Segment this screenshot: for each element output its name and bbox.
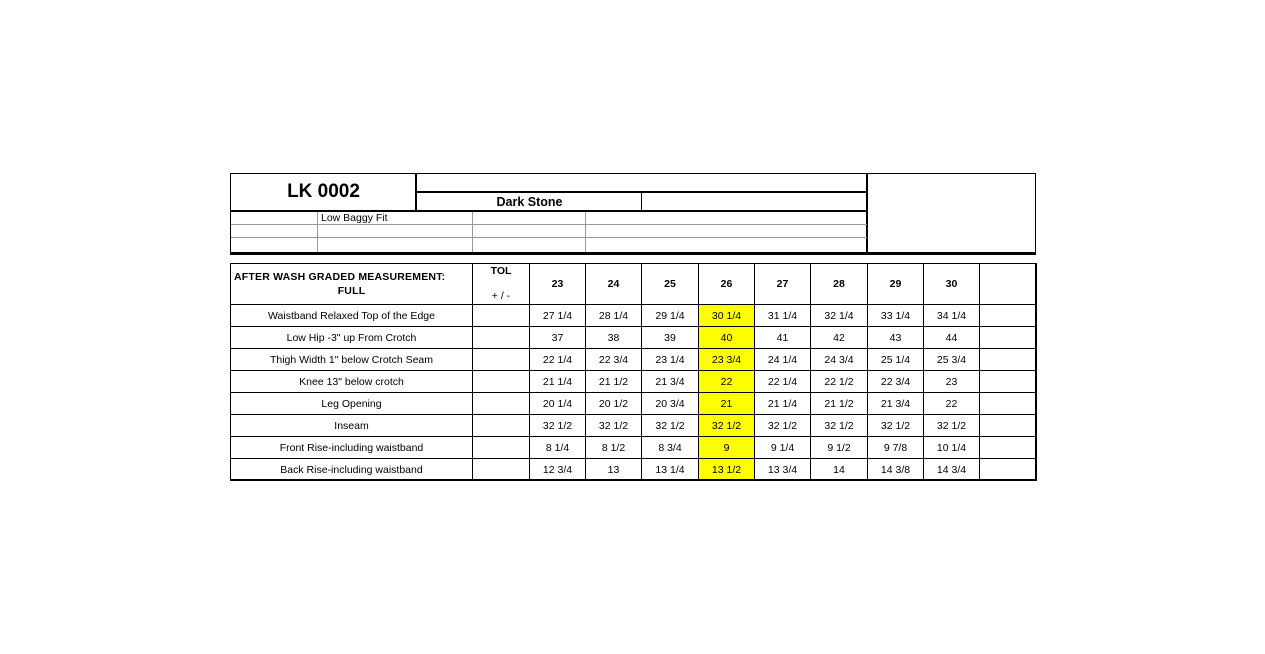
blank-cell [980, 437, 1037, 459]
measurement-value: 33 1/4 [868, 305, 924, 327]
measurement-label: Back Rise-including waistband [231, 459, 473, 481]
measurement-label: Inseam [231, 415, 473, 437]
divider [231, 237, 867, 238]
measurement-value: 21 1/2 [811, 393, 868, 415]
divider [585, 212, 586, 252]
measurement-value: 37 [530, 327, 586, 349]
table-row [231, 349, 1037, 371]
table-row [231, 437, 1037, 459]
measurement-value: 8 1/4 [530, 437, 586, 459]
measurement-label: Thigh Width 1" below Crotch Seam [231, 349, 473, 371]
measurement-value: 32 1/2 [924, 415, 980, 437]
measurement-value: 30 1/4 [699, 305, 755, 327]
measurement-value: 21 1/4 [530, 371, 586, 393]
measurement-value: 8 1/2 [586, 437, 642, 459]
blank-cell [980, 459, 1037, 481]
measurement-label: Waistband Relaxed Top of the Edge [231, 305, 473, 327]
measurement-value: 10 1/4 [924, 437, 980, 459]
measurement-value: 12 3/4 [530, 459, 586, 481]
divider [317, 212, 318, 252]
blank-cell [980, 327, 1037, 349]
measurement-value: 9 7/8 [868, 437, 924, 459]
measurement-value: 32 1/2 [699, 415, 755, 437]
size-header: 30 [924, 264, 980, 305]
tol-sub-label: + / - [491, 290, 511, 302]
blank-cell [980, 415, 1037, 437]
table-row [231, 393, 1037, 415]
measurement-value: 14 [811, 459, 868, 481]
blank-cell [980, 371, 1037, 393]
measurement-value: 40 [699, 327, 755, 349]
measurement-value: 43 [868, 327, 924, 349]
measurement-value: 32 1/2 [811, 415, 868, 437]
table-row [231, 415, 1037, 437]
measurement-header-line: AFTER WASH GRADED MEASUREMENT: [234, 271, 446, 283]
divider [866, 174, 868, 252]
measurement-value: 23 [924, 371, 980, 393]
measurement-value: 25 3/4 [924, 349, 980, 371]
measurement-value: 20 1/2 [586, 393, 642, 415]
tol-cell [473, 349, 530, 371]
size-header: 26 [699, 264, 755, 305]
measurement-value: 29 1/4 [642, 305, 699, 327]
measurement-value: 34 1/4 [924, 305, 980, 327]
color-name: Dark Stone [496, 194, 563, 209]
measurement-value: 20 3/4 [642, 393, 699, 415]
measurement-value: 22 1/2 [811, 371, 868, 393]
measurement-value: 21 3/4 [868, 393, 924, 415]
size-header: 24 [586, 264, 642, 305]
size-header: 25 [642, 264, 699, 305]
measurement-value: 22 [924, 393, 980, 415]
measurement-value: 22 3/4 [868, 371, 924, 393]
measurement-value: 28 1/4 [586, 305, 642, 327]
tol-label: TOL [490, 265, 512, 277]
size-header: 27 [755, 264, 811, 305]
measurement-value: 32 1/2 [530, 415, 586, 437]
size-header: 29 [868, 264, 924, 305]
blank-cell [980, 305, 1037, 327]
divider [472, 212, 473, 252]
measurement-value: 20 1/4 [530, 393, 586, 415]
measurement-value: 9 [699, 437, 755, 459]
measurement-value: 39 [642, 327, 699, 349]
measurement-value: 22 1/4 [530, 349, 586, 371]
tol-cell [473, 305, 530, 327]
measurement-value: 32 1/2 [642, 415, 699, 437]
measurement-value: 9 1/4 [755, 437, 811, 459]
tol-cell [473, 415, 530, 437]
measurement-value: 21 1/4 [755, 393, 811, 415]
table-row [231, 305, 1037, 327]
blank-cell [980, 393, 1037, 415]
measurement-label: Leg Opening [231, 393, 473, 415]
measurement-value: 25 1/4 [868, 349, 924, 371]
measurement-value: 27 1/4 [530, 305, 586, 327]
measurement-value: 13 1/2 [699, 459, 755, 481]
measurement-value: 13 3/4 [755, 459, 811, 481]
divider [230, 253, 1036, 255]
measurement-label: Low Hip -3" up From Crotch [231, 327, 473, 349]
table-row [231, 371, 1037, 393]
blank-header [980, 264, 1037, 305]
measurement-value: 38 [586, 327, 642, 349]
measurement-value: 14 3/4 [924, 459, 980, 481]
measurement-value: 13 1/4 [642, 459, 699, 481]
measurement-value: 22 3/4 [586, 349, 642, 371]
size-header: 23 [530, 264, 586, 305]
divider [231, 224, 867, 225]
measurement-value: 14 3/8 [868, 459, 924, 481]
measurement-value: 13 [586, 459, 642, 481]
measurement-value: 32 1/2 [586, 415, 642, 437]
measurement-value: 32 1/2 [755, 415, 811, 437]
measurement-value: 22 1/4 [755, 371, 811, 393]
measurement-value: 23 3/4 [699, 349, 755, 371]
measurement-header [231, 264, 473, 305]
tol-header [473, 264, 530, 305]
measurement-value: 8 3/4 [642, 437, 699, 459]
measurement-label: Front Rise-including waistband [231, 437, 473, 459]
table-row [231, 327, 1037, 349]
fit-name: Low Baggy Fit [321, 212, 388, 224]
measurement-value: 42 [811, 327, 868, 349]
tol-cell [473, 371, 530, 393]
spec-sheet [230, 173, 1036, 480]
measurement-value: 24 1/4 [755, 349, 811, 371]
measurement-value: 41 [755, 327, 811, 349]
measurement-value: 9 1/2 [811, 437, 868, 459]
blank-cell [980, 349, 1037, 371]
measurement-header-line: FULL [337, 285, 366, 297]
measurement-label: Knee 13" below crotch [231, 371, 473, 393]
measurement-table [230, 263, 1037, 481]
measurement-value: 44 [924, 327, 980, 349]
spec-sheet-header [230, 173, 1036, 253]
measurement-value: 23 1/4 [642, 349, 699, 371]
tol-cell [473, 437, 530, 459]
measurement-value: 21 1/2 [586, 371, 642, 393]
measurement-value: 22 [699, 371, 755, 393]
measurement-value: 32 1/2 [868, 415, 924, 437]
table-header-row [231, 264, 1037, 305]
style-number: LK 0002 [287, 181, 360, 202]
measurement-value: 32 1/4 [811, 305, 868, 327]
measurement-value: 24 3/4 [811, 349, 868, 371]
tol-cell [473, 459, 530, 481]
measurement-value: 31 1/4 [755, 305, 811, 327]
measurement-value: 21 [699, 393, 755, 415]
table-row [231, 459, 1037, 481]
measurement-value: 21 3/4 [642, 371, 699, 393]
tol-cell [473, 393, 530, 415]
tol-cell [473, 327, 530, 349]
size-header: 28 [811, 264, 868, 305]
